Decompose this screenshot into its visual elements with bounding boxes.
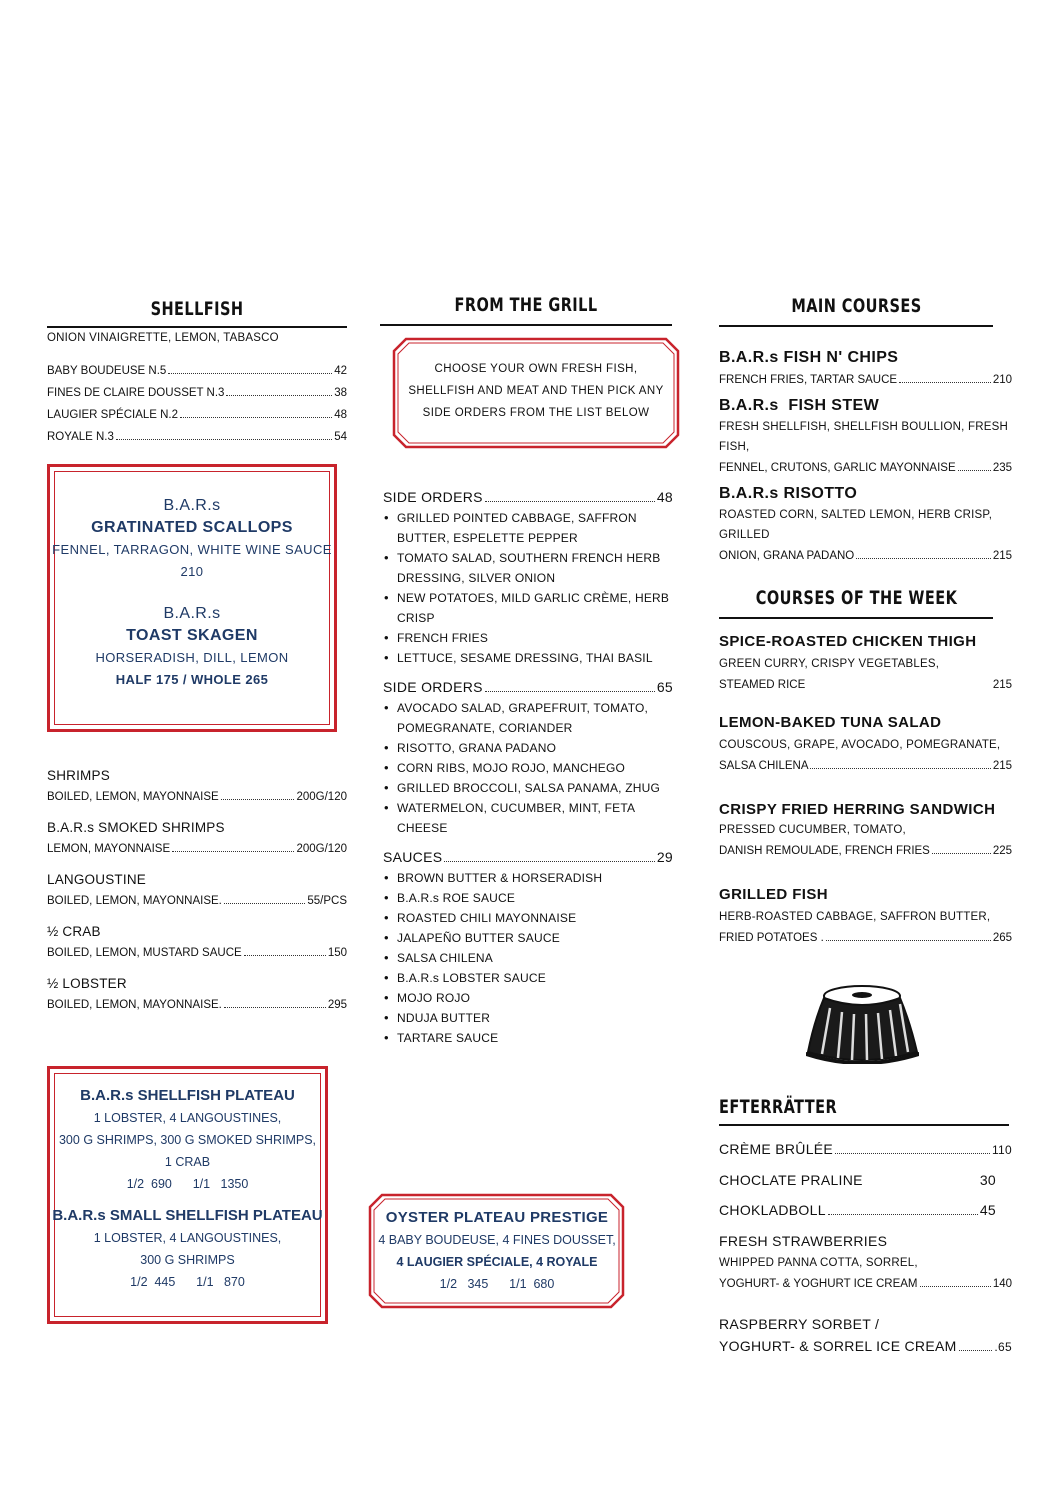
- specials-content: [50, 495, 334, 691]
- item-price: 210: [992, 374, 1012, 386]
- skagen-brand: B.A.R.s: [163, 605, 221, 622]
- list-item: • CORN RIBS, MOJO ROJO, MANCHEGO: [383, 758, 673, 778]
- item-desc: WHIPPED PANNA COTTA, SORREL,: [719, 1257, 918, 1269]
- main-item: [719, 485, 1012, 567]
- item-desc-row: [719, 755, 1012, 777]
- item-desc-row: [47, 994, 347, 1016]
- leader-dots: [810, 768, 990, 769]
- leader-dots: [865, 1184, 978, 1185]
- oyster-price: 42: [334, 365, 347, 377]
- item-desc: GREEN CURRY, CRISPY VEGETABLES,: [719, 658, 940, 670]
- leader-dots: [244, 955, 326, 956]
- side-orders-list: [383, 508, 673, 668]
- item-price: 55/PCS: [307, 895, 347, 907]
- item-price: 45: [979, 1202, 996, 1218]
- leader-dots: [224, 903, 305, 904]
- item-price: 215: [992, 679, 1012, 691]
- dessert-item: [719, 1313, 1012, 1358]
- list-item: • GRILLED POINTED CABBAGE, SAFFRON BUTTER, ESPELETTE PEPPER: [383, 508, 673, 548]
- leader-dots: [485, 501, 655, 502]
- item-price: 150: [327, 947, 347, 959]
- plateau-title: B.A.R.s SHELLFISH PLATEAU: [80, 1087, 295, 1104]
- side-orders-price: 65: [656, 679, 673, 695]
- oyster-name: BABY BOUDEUSE N.5: [47, 365, 167, 377]
- item-name: B.A.R.s FISH STEW: [719, 397, 880, 414]
- leader-dots: [828, 1214, 978, 1215]
- scallops-price: 210: [180, 564, 204, 579]
- grill-title: FROM THE GRILL: [454, 294, 598, 316]
- week-item: [719, 801, 1012, 862]
- plateau-price: 1/2 445 1/1 870: [130, 1275, 245, 1289]
- item-desc: FRIED POTATOES .: [719, 932, 824, 944]
- skagen-desc: HORSERADISH, DILL, LEMON: [95, 650, 289, 665]
- item-name: CHOKLADBOLL: [719, 1202, 826, 1218]
- main-item: [719, 397, 1012, 479]
- item-name-row: [719, 1335, 1012, 1358]
- item-desc-row: [47, 942, 347, 964]
- week-item: [719, 886, 1012, 949]
- dessert-item: [719, 1138, 1012, 1161]
- week-title: COURSES OF THE WEEK: [755, 587, 958, 609]
- oyster-name: FINES DE CLAIRE DOUSSET N.3: [47, 387, 225, 399]
- oyster-price: 54: [334, 431, 347, 443]
- item-name: CRISPY FRIED HERRING SANDWICH: [719, 801, 996, 818]
- item-price: 200G/120: [296, 791, 347, 803]
- side-orders-header: [383, 486, 673, 508]
- leader-dots: [899, 382, 991, 383]
- item-desc: BOILED, LEMON, MAYONNAISE.: [47, 999, 222, 1011]
- scallops-name: GRATINATED SCALLOPS: [91, 519, 293, 536]
- item-desc: FRENCH FRIES, TARTAR SAUCE: [719, 374, 898, 386]
- shellfish-item: [47, 870, 347, 912]
- list-item: • NEW POTATOES, MILD GARLIC CRÈME, HERB CRISP: [383, 588, 673, 628]
- shellfish-column: [47, 298, 347, 448]
- oyster-row: [47, 360, 347, 382]
- plateau-line: 300 G SHRIMPS: [140, 1253, 235, 1267]
- oyster-price: 38: [334, 387, 347, 399]
- plateau-line: 1 CRAB: [164, 1155, 211, 1169]
- item-price: 215: [992, 550, 1012, 562]
- list-item: • TARTARE SAUCE: [383, 1028, 673, 1048]
- oyster-row: [47, 404, 347, 426]
- leader-dots: [226, 395, 332, 396]
- item-desc: ROASTED CORN, SALTED LEMON, HERB CRISP, GRILLED: [719, 509, 993, 541]
- leader-dots: [959, 1350, 993, 1351]
- plateau-line: 1 LOBSTER, 4 LANGOUSTINES,: [93, 1111, 282, 1125]
- item-price: 235: [992, 462, 1012, 474]
- item-desc-row: [719, 369, 1012, 391]
- item-name: GRILLED FISH: [719, 886, 828, 903]
- sauces-label: SAUCES: [383, 849, 443, 865]
- plateau-line: 300 G SHRIMPS, 300 G SMOKED SHRIMPS,: [58, 1133, 317, 1147]
- item-desc-row: [719, 840, 1012, 862]
- shellfish-item: [47, 818, 347, 860]
- oyster-row: [47, 382, 347, 404]
- leader-dots: [807, 687, 991, 688]
- item-desc: COUSCOUS, GRAPE, AVOCADO, POMEGRANATE,: [719, 739, 1001, 751]
- small-plateau-title: B.A.R.s SMALL SHELLFISH PLATEAU: [52, 1207, 323, 1224]
- item-name: ½ CRAB: [47, 924, 101, 939]
- shellfish-items: [47, 766, 347, 1016]
- week-rule: [719, 617, 993, 619]
- item-name: CRÈME BRÛLÉE: [719, 1141, 834, 1157]
- sauces-price: 29: [656, 849, 673, 865]
- item-price: 215: [992, 760, 1012, 772]
- oyster-list: [47, 360, 347, 448]
- item-desc-row: [719, 545, 1012, 567]
- item-desc: PRESSED CUCUMBER, TOMATO,: [719, 824, 906, 836]
- list-item: • NDUJA BUTTER: [383, 1008, 673, 1028]
- item-price: 140: [992, 1278, 1012, 1290]
- item-desc-row: [47, 786, 347, 808]
- item-name: FRESH STRAWBERRIES: [719, 1233, 888, 1249]
- plateau-content: [50, 1085, 325, 1293]
- dessert-item: [719, 1199, 1012, 1221]
- oyster-name: LAUGIER SPÉCIALE N.2: [47, 409, 179, 421]
- scallops-desc: FENNEL, TARRAGON, WHITE WINE SAUCE: [52, 542, 332, 557]
- list-item: • TOMATO SALAD, SOUTHERN FRENCH HERB DRESSING, SILVER ONION: [383, 548, 673, 588]
- item-name: YOGHURT- & SORREL ICE CREAM: [719, 1338, 957, 1354]
- list-item: • WATERMELON, CUCUMBER, MINT, FETA CHEESE: [383, 798, 673, 838]
- plateau-line: 1 LOBSTER, 4 LANGOUSTINES,: [93, 1231, 282, 1245]
- leader-dots: [932, 853, 991, 854]
- oyster-plateau-line: 4 BABY BOUDEUSE, 4 FINES DOUSSET,: [378, 1233, 616, 1247]
- leader-dots: [958, 470, 991, 471]
- grill-column: [380, 294, 672, 326]
- item-desc-row: [719, 927, 1012, 949]
- side-orders-header: [383, 676, 673, 698]
- shellfish-item: [47, 974, 347, 1016]
- leader-dots: [856, 558, 991, 559]
- leader-dots: [224, 1007, 326, 1008]
- item-name: B.A.R.s RISOTTO: [719, 485, 858, 502]
- item-price: 265: [992, 932, 1012, 944]
- leader-dots: [172, 851, 294, 852]
- cake-hole: [852, 992, 872, 998]
- shellfish-title: SHELLFISH: [150, 298, 244, 320]
- main-title: MAIN COURSES: [791, 295, 922, 317]
- bars-specials-box: [47, 464, 337, 732]
- item-desc: FRESH SHELLFISH, SHELLFISH BOULLION, FRESH FISH,: [719, 421, 1008, 453]
- list-item: • BROWN BUTTER & HORSERADISH: [383, 868, 673, 888]
- oyster-price: 48: [334, 409, 347, 421]
- leader-dots: [826, 940, 991, 941]
- list-item: • ROASTED CHILI MAYONNAISE: [383, 908, 673, 928]
- grill-info-text: CHOOSE YOUR OWN FRESH FISH, SHELLFISH AND MEAT AND THEN PICK ANY SIDE ORDERS FROM THE LIST BELOW: [408, 363, 664, 419]
- dessert-title: EFTERRÄTTER: [719, 1096, 838, 1118]
- main-item: [719, 349, 1012, 391]
- item-desc: DANISH REMOULADE, FRENCH FRIES: [719, 845, 930, 857]
- list-item: • SALSA CHILENA: [383, 948, 673, 968]
- item-desc: BOILED, LEMON, MAYONNAISE: [47, 791, 219, 803]
- shellfish-subtitle: ONION VINAIGRETTE, LEMON, TABASCO: [47, 332, 279, 344]
- list-item: • B.A.R.s LOBSTER SAUCE: [383, 968, 673, 988]
- item-name: SPICE-ROASTED CHICKEN THIGH: [719, 633, 977, 650]
- item-desc: SALSA CHILENA: [719, 760, 809, 772]
- week-item: [719, 714, 1012, 777]
- item-name: LEMON-BAKED TUNA SALAD: [719, 714, 942, 731]
- item-price: 225: [992, 845, 1012, 857]
- oyster-name: ROYALE N.3: [47, 431, 114, 443]
- list-item: • B.A.R.s ROE SAUCE: [383, 888, 673, 908]
- item-name: B.A.R.s SMOKED SHRIMPS: [47, 820, 225, 835]
- leader-dots: [168, 373, 332, 374]
- item-price: 30: [979, 1172, 996, 1188]
- item-desc: BOILED, LEMON, MAYONNAISE.: [47, 895, 222, 907]
- oyster-plateau-line: 4 LAUGIER SPÉCIALE, 4 ROYALE: [396, 1255, 598, 1269]
- shellfish-item: [47, 922, 347, 964]
- item-price: 295: [327, 999, 347, 1011]
- item-desc-row: [719, 457, 1012, 479]
- list-item: • GRILLED BROCCOLI, SALSA PANAMA, ZHUG: [383, 778, 673, 798]
- item-desc: ONION, GRANA PADANO: [719, 550, 855, 562]
- scallops-brand: B.A.R.s: [163, 497, 221, 514]
- week-item: [719, 633, 1012, 696]
- item-name: B.A.R.s FISH N' CHIPS: [719, 349, 899, 366]
- item-desc: YOGHURT- & YOGHURT ICE CREAM: [719, 1278, 918, 1290]
- oyster-plateau-price: 1/2 345 1/1 680: [439, 1277, 555, 1291]
- leader-dots: [444, 861, 654, 862]
- list-item: • MOJO ROJO: [383, 988, 673, 1008]
- leader-dots: [180, 417, 332, 418]
- item-price: .65: [994, 1340, 1012, 1354]
- shellfish-plateau-box: [47, 1066, 328, 1324]
- skagen-name: TOAST SKAGEN: [126, 627, 258, 644]
- item-desc-row: [47, 838, 347, 860]
- sauces-header: [383, 846, 673, 868]
- list-item: • LETTUCE, SESAME DRESSING, THAI BASIL: [383, 648, 673, 668]
- item-price: 200G/120: [296, 843, 347, 855]
- leader-dots: [221, 799, 295, 800]
- list-item: • JALAPEÑO BUTTER SAUCE: [383, 928, 673, 948]
- item-desc: LEMON, MAYONNAISE: [47, 843, 171, 855]
- sauces-list: [383, 868, 673, 1048]
- list-item: • AVOCADO SALAD, GRAPEFRUIT, TOMATO, POMEGRANATE, CORIANDER: [383, 698, 673, 738]
- item-name: SHRIMPS: [47, 768, 110, 783]
- side-orders-list: [383, 698, 673, 838]
- list-item: • FRENCH FRIES: [383, 628, 673, 648]
- oyster-plateau-title: OYSTER PLATEAU PRESTIGE: [385, 1209, 609, 1226]
- main-rule: [719, 325, 993, 327]
- leader-dots: [835, 1153, 990, 1154]
- shellfish-item: [47, 766, 347, 808]
- dessert-item: [719, 1231, 1012, 1295]
- item-desc-row: [47, 890, 347, 912]
- item-name: ½ LOBSTER: [47, 976, 127, 991]
- item-name: CHOCLATE PRALINE: [719, 1172, 863, 1188]
- oyster-plateau-content: [372, 1207, 622, 1295]
- grill-rule: [380, 324, 672, 326]
- plateau-price: 1/2 690 1/1 1350: [126, 1177, 249, 1191]
- side-orders-section: [383, 486, 673, 1048]
- bundt-cake-icon: [800, 982, 925, 1064]
- item-name: RASPBERRY SORBET /: [719, 1316, 880, 1332]
- dessert-rule: [719, 1124, 1009, 1126]
- oyster-row: [47, 426, 347, 448]
- item-desc: STEAMED RICE: [719, 679, 806, 691]
- item-price: 110: [991, 1143, 1012, 1157]
- item-desc: HERB-ROASTED CABBAGE, SAFFRON BUTTER,: [719, 911, 991, 923]
- dessert-column: [719, 1096, 1012, 1358]
- dessert-item: [719, 1169, 1012, 1191]
- list-item: • RISOTTO, GRANA PADANO: [383, 738, 673, 758]
- item-name: LANGOUSTINE: [47, 872, 146, 887]
- side-orders-label: SIDE ORDERS: [383, 679, 483, 695]
- item-desc-row: [719, 1273, 1012, 1295]
- main-column: [719, 295, 1012, 949]
- shellfish-rule: [47, 326, 347, 328]
- skagen-price: HALF 175 / WHOLE 265: [115, 672, 269, 687]
- item-desc: BOILED, LEMON, MUSTARD SAUCE: [47, 947, 242, 959]
- item-desc-row: [719, 674, 1012, 696]
- leader-dots: [485, 691, 655, 692]
- item-desc: FENNEL, CRUTONS, GARLIC MAYONNAISE: [719, 462, 956, 474]
- side-orders-label: SIDE ORDERS: [383, 489, 483, 505]
- leader-dots: [920, 1286, 991, 1287]
- side-orders-price: 48: [656, 489, 673, 505]
- leader-dots: [116, 439, 332, 440]
